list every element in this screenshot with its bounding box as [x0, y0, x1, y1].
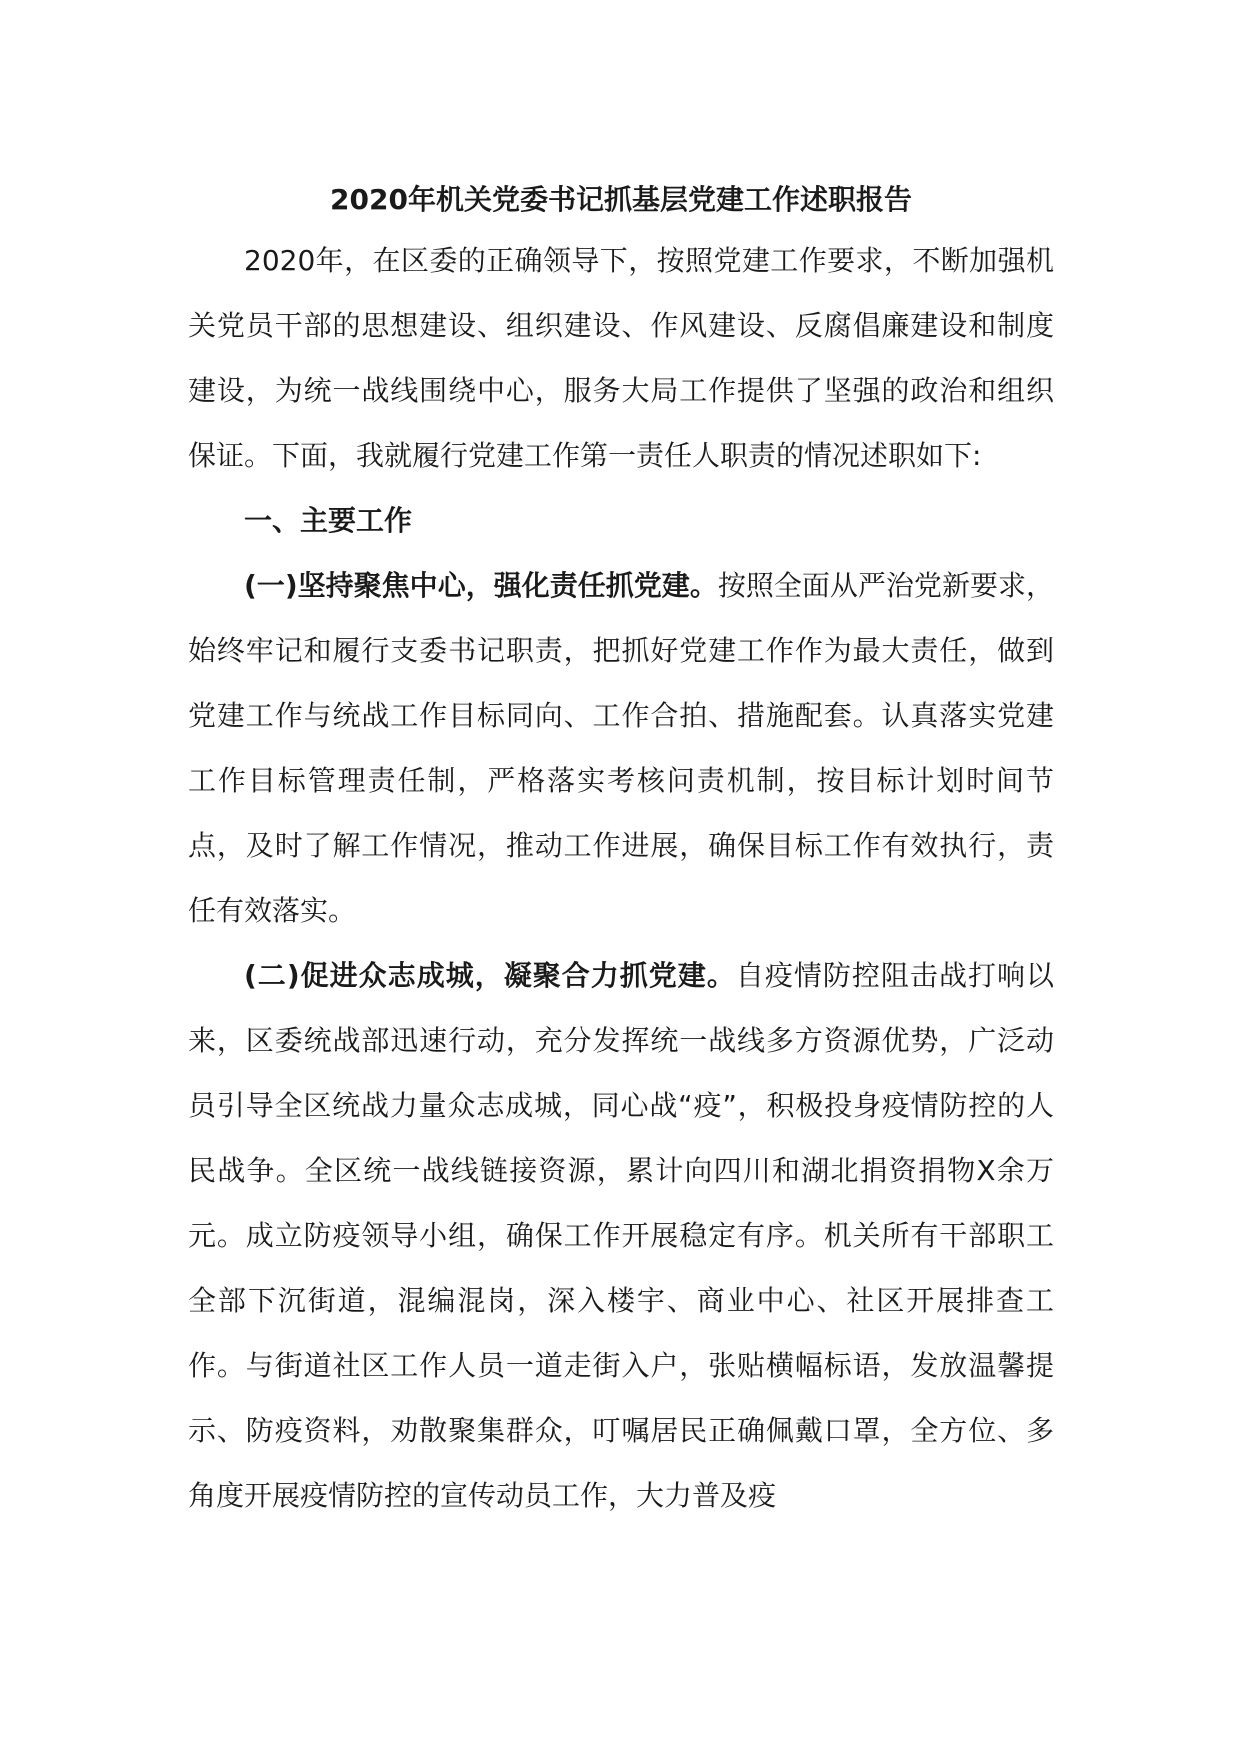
intro-paragraph: 2020年，在区委的正确领导下，按照党建工作要求，不断加强机关党员干部的思想建设、组织建设、作风建设、反腐倡廉建设和制度建设，为统一战线围绕中心，服务大局工作提供了坚强的政治和组织保证。下面，我就履行党建工作第一责任人职责的情况述职如下:	[188, 244, 1054, 472]
item-2-lead: (二)促进众志成城，凝聚合力抓党建。	[244, 959, 736, 992]
item-1-body: 按照全面从严治党新要求，始终牢记和履行支委书记职责，把抓好党建工作作为最大责任，做到党建工作与统战工作目标同向、工作合拍、措施配套。认真落实党建工作目标管理责任制，严格落实考核问责机制，按目标计划时间节点，及时了解工作情况，推动工作进展，确保目标工作有效执行，责任有效落实。	[188, 569, 1054, 927]
item-2-body: 自疫情防控阻击战打响以来，区委统战部迅速行动，充分发挥统一战线多方资源优势，广泛动员引导全区统战力量众志成城，同心战“疫”，积极投身疫情防控的人民战争。全区统一战线链接资源，累计向四川和湖北捐资捐物X余万元。成立防疫领导小组，确保工作开展稳定有序。机关所有干部职工全部下沉街道，混编混岗，深入楼宇、商业中心、社区开展排查工作。与街道社区工作人员一道走街入户，张贴横幅标语，发放温馨提示、防疫资料，劝散聚集群众，叮嘱居民正确佩戴口罩，全方位、多角度开展疫情防控的宣传动员工作，大力普及疫	[188, 959, 1054, 1512]
paragraph-item-1	[188, 553, 1054, 943]
item-1-lead: (一)坚持聚焦中心，强化责任抓党建。	[244, 569, 718, 602]
document-title: 2020年机关党委书记抓基层党建工作述职报告	[330, 183, 912, 216]
paragraph-item-2	[188, 943, 1054, 1528]
section-heading-main-work: 一、主要工作	[244, 504, 413, 537]
document-body	[188, 176, 1054, 1528]
